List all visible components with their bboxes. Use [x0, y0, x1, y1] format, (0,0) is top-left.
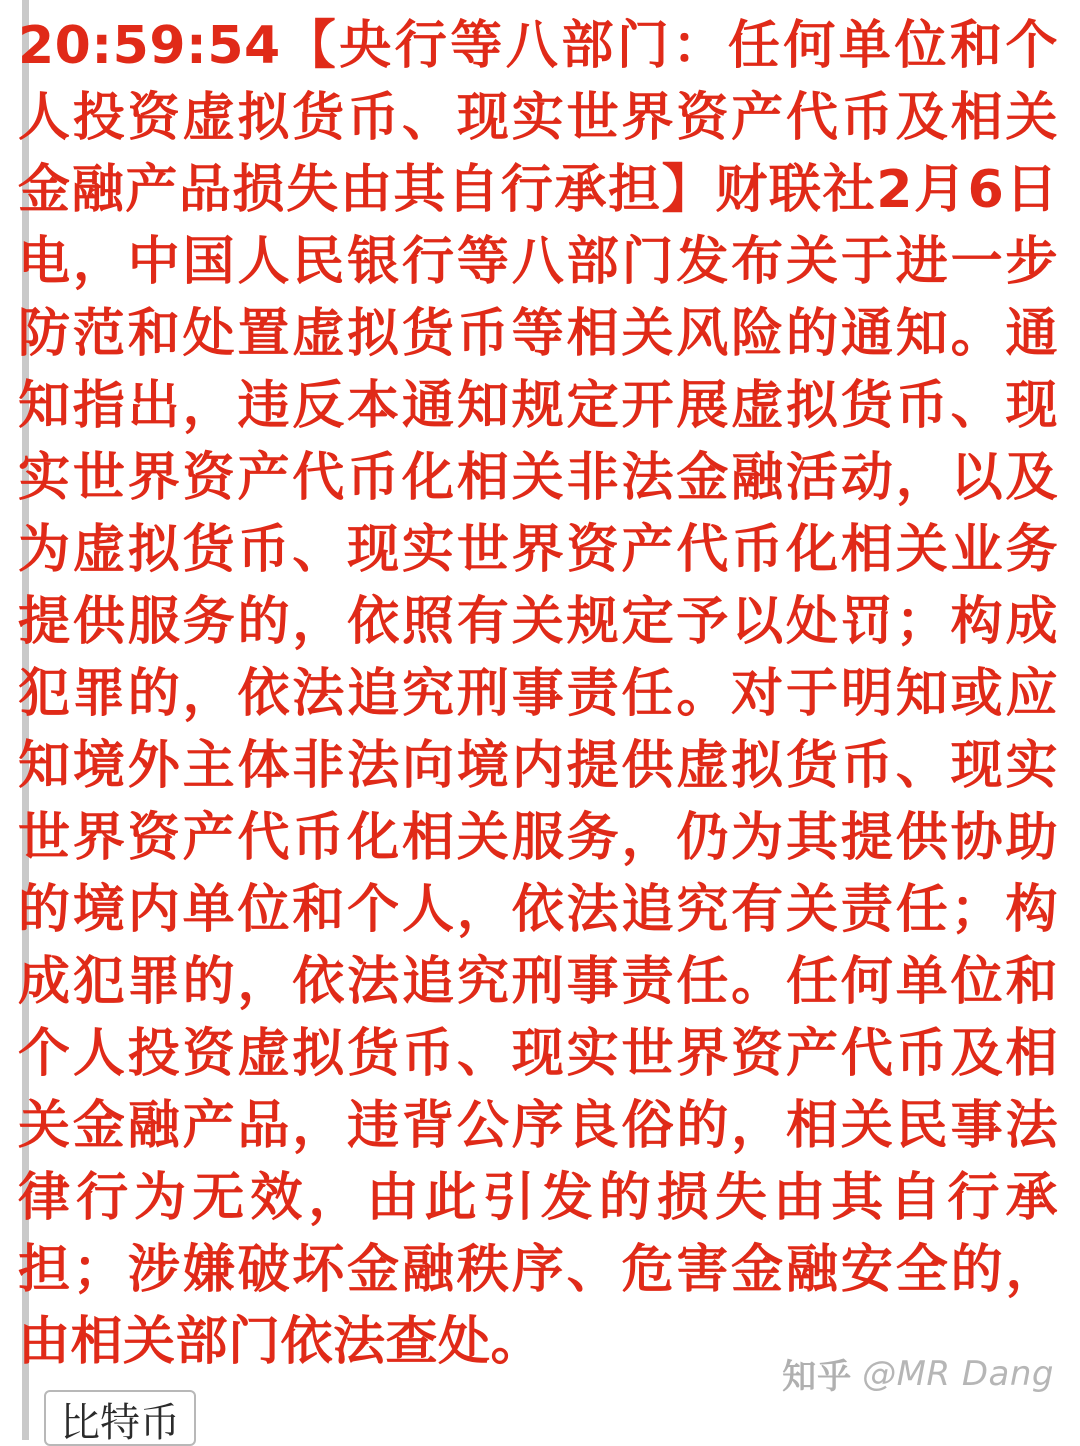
topic-tag-label: 比特币 [60, 1400, 180, 1446]
watermark-author: @MR Dang [862, 1353, 1054, 1394]
news-content: 【央行等八部门：任何单位和个人投资虚拟货币、现实世界资产代币及相关金融产品损失由其自行承担】财联社2月6日电，中国人民银行等八部门发布关于进一步防范和处置虚拟货币等相关风险的通知。通知指出，违反本通知规定开展虚拟货币、现实世界资产代币化相关非法金融活动，以及为虚拟货币、现实世界资产代币化相关业务提供服务的，依照有关规定予以处罚；构成犯罪的，依法追究刑事责任。对于明知或应知境外主体非法向境内提供虚拟货币、现实世界资产代币化相关服务，仍为其提供协助的境内单位和个人，依法追究有关责任；构成犯罪的，依法追究刑事责任。任何单位和个人投资虚拟货币、现实世界资产代币及相关金融产品，违背公序良俗的，相关民事法律行为无效，由此引发的损失由其自行承担；涉嫌破坏金融秩序、危害金融安全的，由相关部门依法查处。 [18, 16, 1058, 1372]
zhihu-logo-text: 知乎 [782, 1357, 853, 1397]
topic-tag-bitcoin[interactable] [44, 1390, 196, 1446]
watermark [782, 1349, 1054, 1398]
news-article-text [18, 10, 1058, 1378]
news-timestamp: 20:59:54 [18, 16, 281, 76]
